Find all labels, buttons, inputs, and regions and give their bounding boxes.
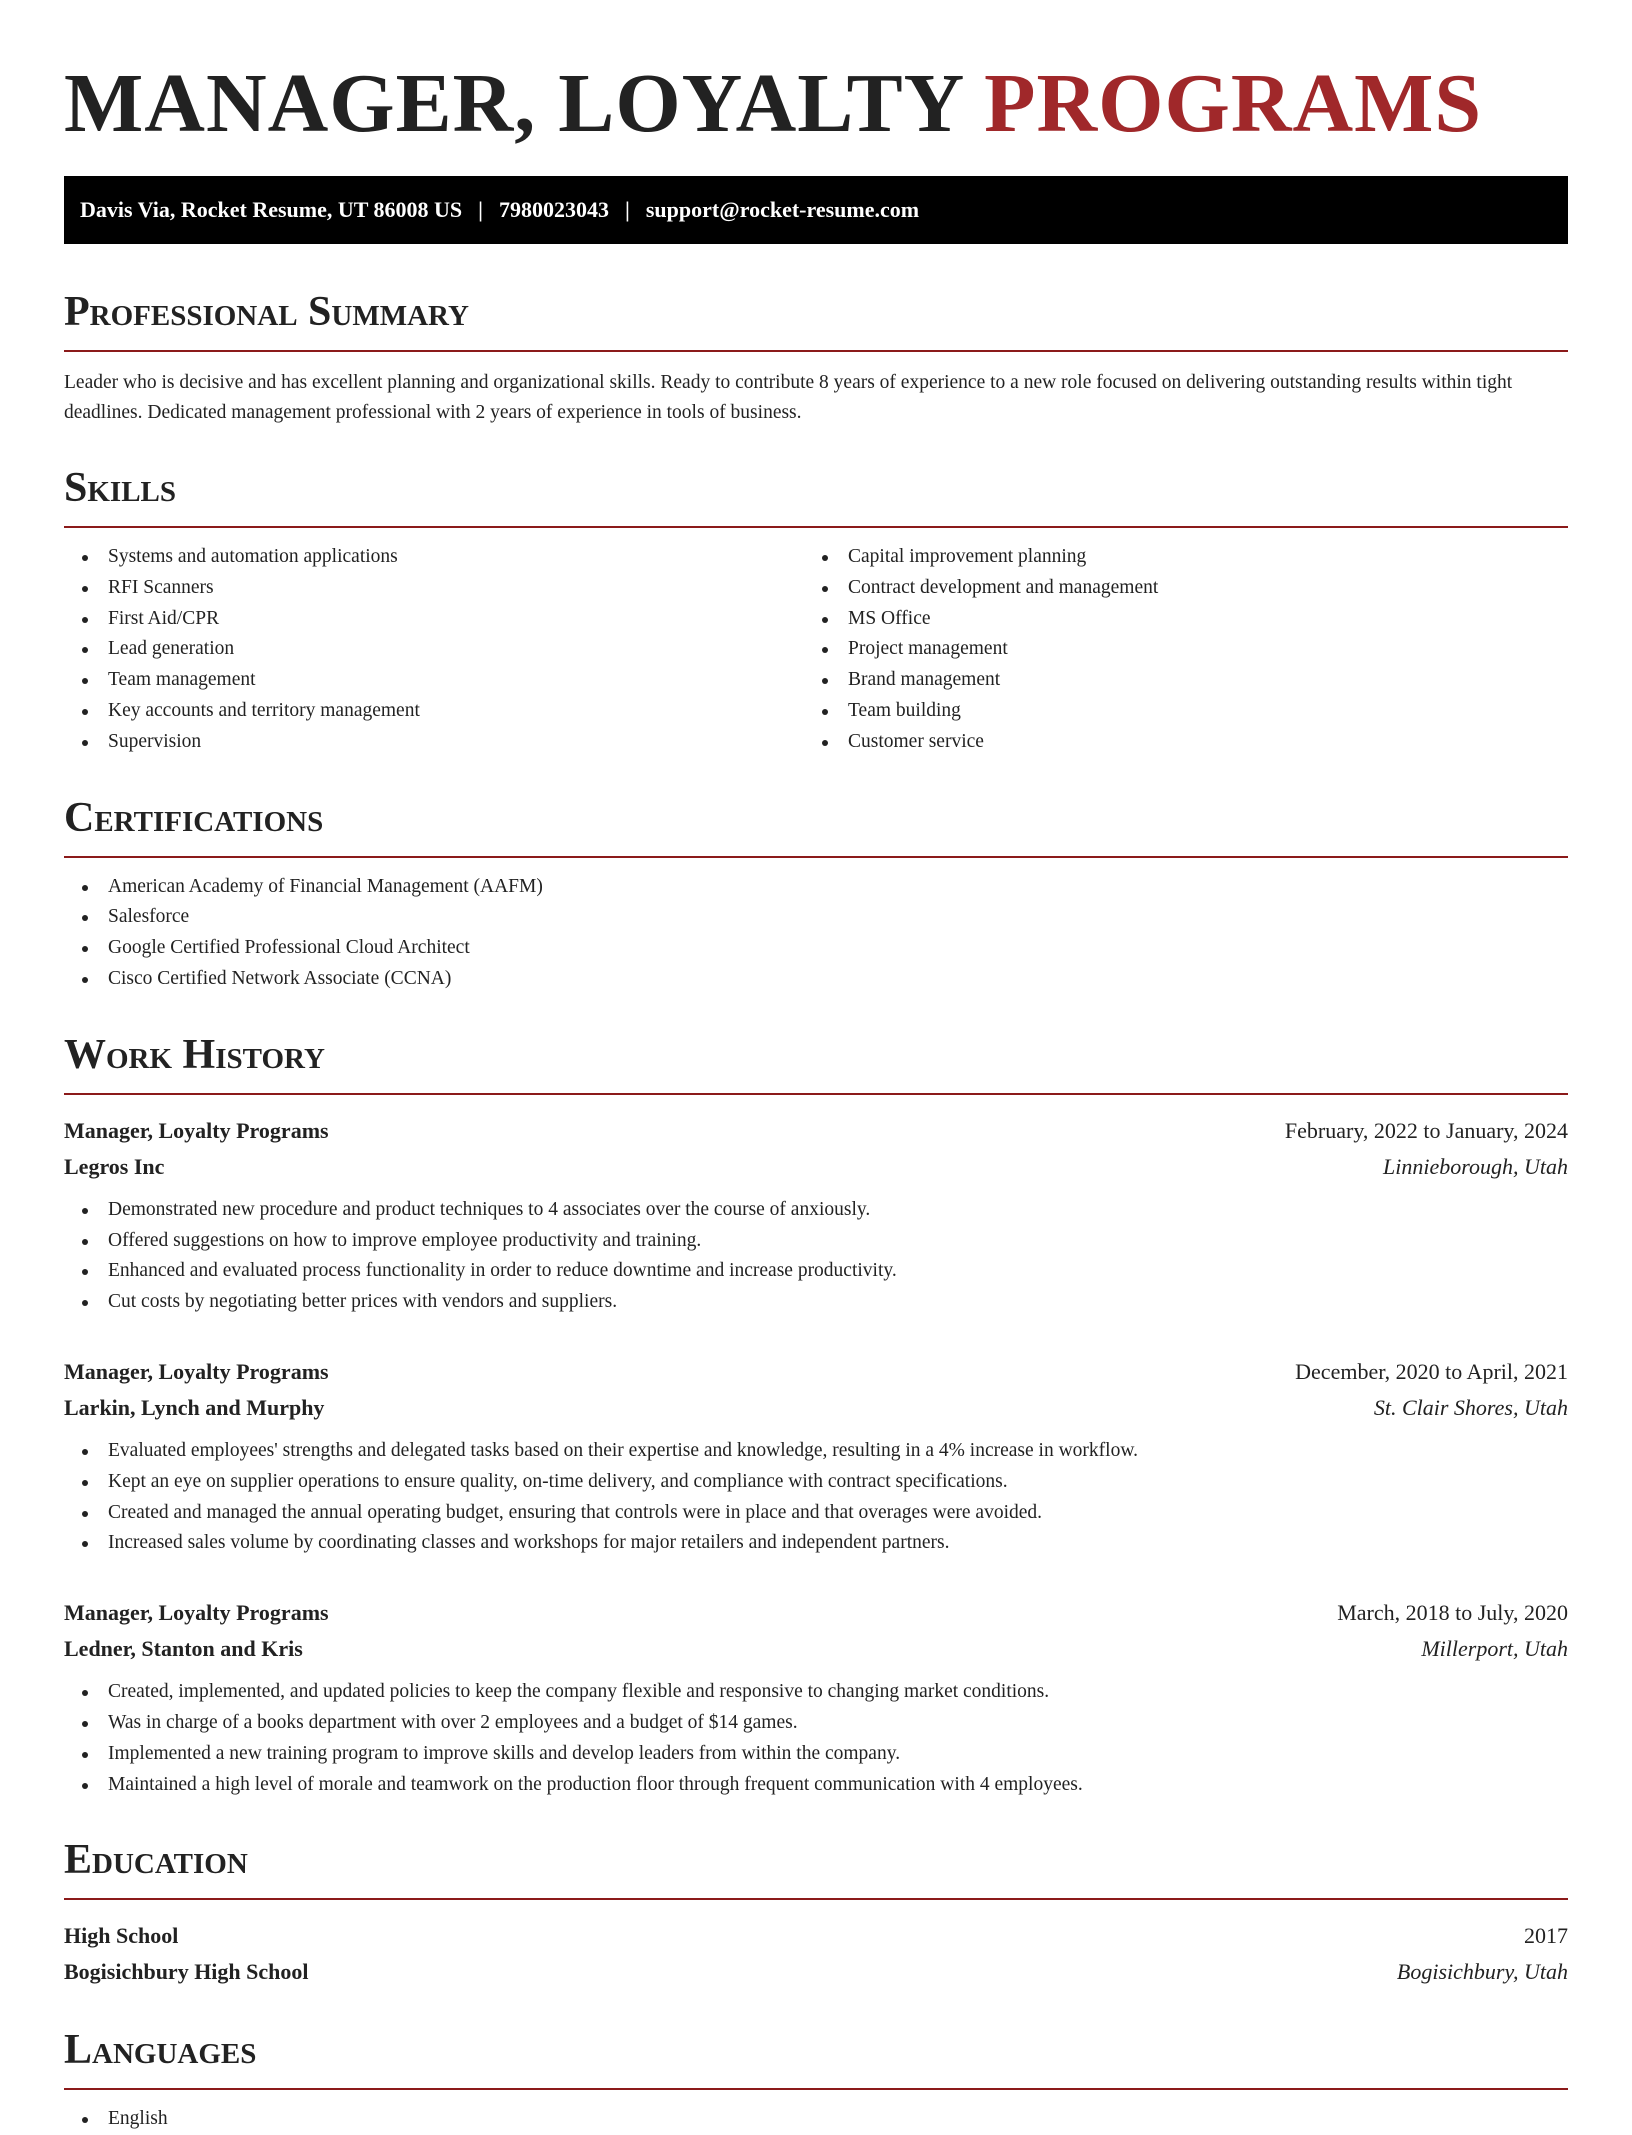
education-section [64, 1834, 1568, 1990]
job-header-row [64, 1354, 1568, 1390]
job-title: Manager, Loyalty Programs [64, 1358, 329, 1384]
title-accent: PROGRAMS [984, 57, 1483, 150]
skills-section [64, 462, 1568, 758]
certification-item: American Academy of Financial Management (AAFM) [64, 872, 1568, 903]
education-heading: Education [64, 1837, 248, 1884]
job-header-row [64, 1595, 1568, 1631]
section-divider [64, 1898, 1568, 1900]
certifications-section [64, 792, 1568, 995]
job-company: Legros Inc [64, 1153, 165, 1179]
certification-item: Cisco Certified Network Associate (CCNA) [64, 964, 1568, 995]
work-history-heading: Work History [64, 1031, 325, 1078]
certifications-heading: Certifications [64, 794, 324, 841]
contact-separator: | [478, 197, 484, 222]
skill-item: Supervision [64, 727, 804, 758]
skill-item: Brand management [804, 665, 1544, 696]
job-bullet: Was in charge of a books department with over 2 employees and a budget of $14 games. [64, 1708, 1568, 1739]
skill-item: Key accounts and territory management [64, 696, 804, 727]
skill-item: Team building [804, 696, 1544, 727]
work-history-section [64, 1029, 1568, 1801]
job-bullet: Created and managed the annual operating budget, ensuring that controls were in place and that overages were avoided. [64, 1498, 1568, 1529]
skill-item: Contract development and management [804, 573, 1544, 604]
job-company-row [64, 1149, 1568, 1185]
skill-item: RFI Scanners [64, 573, 804, 604]
section-divider [64, 1093, 1568, 1095]
job-bullet: Offered suggestions on how to improve employee productivity and training. [64, 1226, 1568, 1257]
job-dates: February, 2022 to January, 2024 [1284, 1117, 1568, 1143]
education-school: Bogisichbury High School [64, 1959, 309, 1985]
job-bullet: Evaluated employees' strengths and delegated tasks based on their expertise and knowledge, resulting in a 4% increase in workflow. [64, 1436, 1568, 1467]
skill-item: Lead generation [64, 634, 804, 665]
skill-item: First Aid/CPR [64, 604, 804, 635]
job-bullet: Kept an eye on supplier operations to ensure quality, on-time delivery, and compliance with contract specifications. [64, 1467, 1568, 1498]
job-company-row [64, 1390, 1568, 1426]
job-bullet: Implemented a new training program to improve skills and develop leaders from within the company. [64, 1739, 1568, 1770]
education-entry [64, 1918, 1568, 1990]
education-degree-row [64, 1918, 1568, 1954]
job-company: Ledner, Stanton and Kris [64, 1636, 303, 1662]
certification-item: Google Certified Professional Cloud Architect [64, 933, 1568, 964]
languages-list [64, 2104, 1568, 2135]
section-divider [64, 350, 1568, 352]
job-bullet: Maintained a high level of morale and teamwork on the production floor through frequent communication with 4 employees. [64, 1770, 1568, 1801]
skill-item: Project management [804, 634, 1544, 665]
contact-email: support@rocket-resume.com [645, 197, 920, 222]
job-bullets [64, 1436, 1568, 1559]
certifications-list [64, 872, 1568, 995]
job-location: Linnieborough, Utah [1383, 1153, 1568, 1179]
skills-heading: Skills [64, 465, 177, 511]
job-bullets [64, 1677, 1568, 1800]
job-entry [64, 1354, 1568, 1559]
certification-item: Salesforce [64, 902, 1568, 933]
section-divider [64, 856, 1568, 858]
job-title: Manager, Loyalty Programs [64, 1117, 329, 1143]
skill-item: MS Office [804, 604, 1544, 635]
skills-list-left [64, 542, 804, 758]
skill-item: Systems and automation applications [64, 542, 804, 573]
job-bullet: Demonstrated new procedure and product techniques to 4 associates over the course of anxiously. [64, 1195, 1568, 1226]
job-entry [64, 1113, 1568, 1318]
languages-section [64, 2024, 1568, 2135]
language-item: English [64, 2104, 1568, 2135]
languages-heading: Languages [64, 2027, 257, 2074]
education-degree: High School [64, 1923, 179, 1949]
skills-columns [64, 528, 1568, 758]
job-bullet: Created, implemented, and updated policies to keep the company flexible and responsive to changing market conditions. [64, 1677, 1568, 1708]
summary-section [64, 286, 1568, 428]
job-bullet: Enhanced and evaluated process functionality in order to reduce downtime and increase productivity. [64, 1256, 1568, 1287]
job-location: Millerport, Utah [1421, 1636, 1568, 1662]
section-divider [64, 2088, 1568, 2090]
skill-item: Capital improvement planning [804, 542, 1544, 573]
job-header-row [64, 1113, 1568, 1149]
job-dates: December, 2020 to April, 2021 [1295, 1358, 1568, 1384]
job-company: Larkin, Lynch and Murphy [64, 1394, 325, 1420]
job-entry [64, 1595, 1568, 1800]
education-school-row [64, 1954, 1568, 1990]
skills-list-right [804, 542, 1544, 758]
job-location: St. Clair Shores, Utah [1373, 1394, 1568, 1420]
job-dates: March, 2018 to July, 2020 [1337, 1600, 1568, 1626]
summary-heading: Professional Summary [64, 289, 469, 335]
job-title: Manager, Loyalty Programs [64, 1600, 329, 1626]
contact-phone: 7980023043 [499, 197, 610, 222]
title-main: MANAGER, LOYALTY [64, 57, 963, 150]
education-year: 2017 [1524, 1923, 1568, 1949]
skill-item: Team management [64, 665, 804, 696]
contact-address: Davis Via, Rocket Resume, UT 86008 US [80, 197, 463, 222]
job-bullet: Increased sales volume by coordinating classes and workshops for major retailers and independent partners. [64, 1528, 1568, 1559]
contact-separator: | [625, 197, 630, 222]
skill-item: Customer service [804, 727, 1544, 758]
job-bullet: Cut costs by negotiating better prices with vendors and suppliers. [64, 1287, 1568, 1318]
summary-text: Leader who is decisive and has excellent planning and organizational skills. Ready to contribute 8 years of experience to a new role focused on delivering outstanding results within tight deadlines. Dedicated management professional with 2 years of experience in tools of business. [64, 372, 1513, 423]
contact-bar [64, 176, 1568, 244]
education-location: Bogisichbury, Utah [1396, 1959, 1568, 1985]
job-company-row [64, 1631, 1568, 1667]
job-bullets [64, 1195, 1568, 1318]
resume-title [64, 56, 1568, 152]
resume-page [64, 0, 1568, 2135]
